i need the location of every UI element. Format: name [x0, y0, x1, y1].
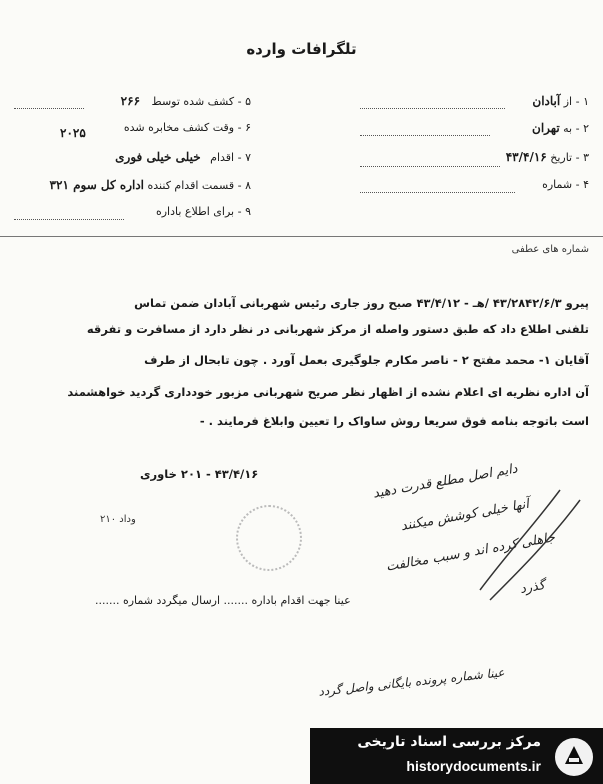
field-to-value: تهران — [532, 121, 560, 135]
field-department-label: ۸ - قسمت اقدام کننده — [147, 179, 251, 192]
dotted-line — [360, 108, 505, 109]
telegram-title: تلگرافات وارده — [246, 40, 357, 58]
field-date-label: ۳ - تاریخ — [550, 151, 589, 164]
field-time-value: ۲۰۲۵ — [60, 126, 86, 140]
field-number-label: ۴ - شماره — [542, 178, 589, 191]
field-number — [339, 178, 589, 191]
field-action-value: خیلی خیلی فوری — [115, 150, 201, 164]
dotted-line — [14, 219, 124, 220]
handwritten-note-1: دایم اصل مطلع قدرت دهید — [371, 461, 519, 502]
field-date-value: ۴۳/۴/۱۶ — [505, 150, 547, 164]
field-action-label: ۷ - اقدام — [210, 151, 251, 164]
field-date — [339, 150, 589, 164]
field-department-value: اداره کل سوم ۳۲۱ — [49, 178, 145, 192]
field-department — [50, 178, 251, 192]
forward-note: عینا جهت اقدام باداره ....... ارسال میگردد شماره ....... — [95, 594, 351, 607]
body-line-1: پیرو ۴۳/۲۸۴۲/۶/۳ /هـ - ۴۳/۴/۱۲ صبح روز جاری رئیس شهربانی آبادان ضمن تماس — [134, 296, 589, 310]
dotted-line — [14, 108, 84, 109]
bottom-handwritten-note: عینا شماره پرونده بایگانی واصل گردد — [317, 665, 506, 699]
body-line-4: آن اداره نظریه ای اعلام نشده از اظهار نظر صریح شهربانی مزبور خودداری گردید خواهشمند — [67, 385, 589, 399]
handwritten-note-4: گذرد — [518, 577, 547, 598]
field-inform — [156, 205, 251, 218]
field-time — [124, 121, 251, 134]
signature-reference: ۴۳/۴/۱۶ - ۲۰۱ خاوری — [140, 467, 259, 481]
field-inform-label: ۹ - برای اطلاع باداره — [155, 205, 251, 218]
dotted-line — [360, 135, 490, 136]
field-decoded-by-value: ۲۶۶ — [120, 94, 141, 108]
field-to-label: ۲ - به — [563, 122, 589, 135]
watermark-org: مرکز بررسی اسناد تاریخی — [357, 734, 541, 750]
field-decoded-by — [121, 94, 251, 108]
field-action — [115, 150, 251, 164]
watermark-banner — [310, 728, 603, 784]
dotted-line — [360, 192, 515, 193]
related-numbers-label: شماره های عطفی — [511, 244, 589, 255]
section-divider — [0, 236, 603, 237]
watermark-logo-icon — [553, 736, 595, 778]
watermark-url: historydocuments.ir — [406, 758, 541, 774]
field-to — [339, 121, 589, 135]
field-decoded-by-label: ۵ - کشف شده توسط — [151, 95, 251, 108]
faded-stamp — [236, 505, 302, 571]
field-from-value: آبادان — [532, 94, 561, 108]
field-time-label: ۶ - وقت کشف مخابره شده — [123, 121, 251, 134]
body-line-3: آقایان ۱- محمد مفتح ۲ - ناصر مکارم جلوگیری بعمل آورد . چون تابحال از طرف — [144, 353, 589, 367]
handwritten-note-3: جاهلی کرده اند و سبب مخالفت — [384, 530, 557, 575]
field-from — [339, 94, 589, 108]
body-line-2: تلفنی اطلاع داد که طبق دستور واصله از مرکز شهربانی در نظر دارد از مسافرت و تفرقه — [86, 322, 589, 336]
dotted-line — [360, 166, 500, 167]
handwriting-scribble — [470, 470, 590, 610]
field-from-label: ۱ - از — [563, 95, 589, 108]
handwritten-note-2: آنها خیلی کوشش میکنند — [399, 496, 531, 535]
body-line-5: است باتوجه بنامه فوق سریعا روش ساواک را تعیین وابلاغ فرمایند . - — [199, 414, 589, 428]
stamp-note: وداد ۲۱۰ — [100, 514, 136, 525]
